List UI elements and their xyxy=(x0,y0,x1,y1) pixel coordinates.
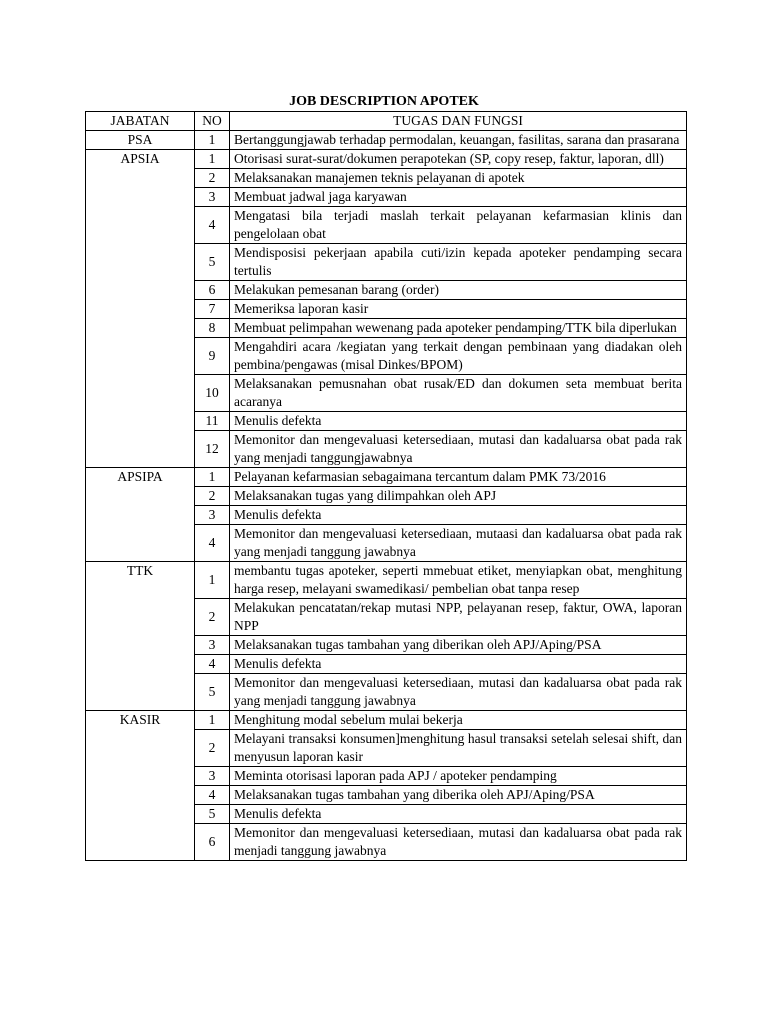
task-number-cell: 5 xyxy=(195,674,230,711)
task-number-cell: 4 xyxy=(195,655,230,674)
task-description-cell: Membuat jadwal jaga karyawan xyxy=(230,188,687,207)
task-description-cell: Mengahdiri acara /kegiatan yang terkait dengan pembinaan yang diadakan oleh pembina/pengawas (misal Dinkes/BPOM) xyxy=(230,338,687,375)
table-row xyxy=(86,131,687,150)
task-number-cell: 3 xyxy=(195,636,230,655)
task-number-cell: 6 xyxy=(195,281,230,300)
task-number-cell: 3 xyxy=(195,506,230,525)
task-description-cell: Melaksanakan tugas tambahan yang diberika oleh APJ/Aping/PSA xyxy=(230,786,687,805)
table-header-row xyxy=(86,112,687,131)
task-number-cell: 1 xyxy=(195,468,230,487)
job-description-table xyxy=(85,111,687,861)
task-description-cell: Melaksanakan manajemen teknis pelayanan di apotek xyxy=(230,169,687,188)
task-description-cell: Pelayanan kefarmasian sebagaimana tercantum dalam PMK 73/2016 xyxy=(230,468,687,487)
table-body xyxy=(86,131,687,861)
task-number-cell: 12 xyxy=(195,431,230,468)
task-description-cell: Memonitor dan mengevaluasi ketersediaan, mutasi dan kadaluarsa obat pada rak yang menjadi tanggung jawabnya xyxy=(230,674,687,711)
task-number-cell: 8 xyxy=(195,319,230,338)
role-cell: PSA xyxy=(86,131,195,150)
task-number-cell: 3 xyxy=(195,767,230,786)
task-number-cell: 7 xyxy=(195,300,230,319)
table-row xyxy=(86,468,687,487)
task-number-cell: 6 xyxy=(195,824,230,861)
task-number-cell: 1 xyxy=(195,711,230,730)
task-description-cell: Melakukan pencatatan/rekap mutasi NPP, pelayanan resep, faktur, OWA, laporan NPP xyxy=(230,599,687,636)
task-number-cell: 4 xyxy=(195,786,230,805)
task-description-cell: Meminta otorisasi laporan pada APJ / apoteker pendamping xyxy=(230,767,687,786)
task-description-cell: Memonitor dan mengevaluasi ketersediaan, mutasi dan kadaluarsa obat pada rak yang menjadi tanggungjawabnya xyxy=(230,431,687,468)
task-number-cell: 11 xyxy=(195,412,230,431)
task-description-cell: Menulis defekta xyxy=(230,655,687,674)
task-number-cell: 9 xyxy=(195,338,230,375)
task-description-cell: Melaksanakan tugas tambahan yang diberikan oleh APJ/Aping/PSA xyxy=(230,636,687,655)
header-no: NO xyxy=(195,112,230,131)
task-number-cell: 5 xyxy=(195,805,230,824)
task-number-cell: 2 xyxy=(195,169,230,188)
task-number-cell: 4 xyxy=(195,207,230,244)
task-description-cell: membantu tugas apoteker, seperti mmebuat etiket, menyiapkan obat, menghitung harga resep, melayani swamedikasi/ pembelian obat tanpa resep xyxy=(230,562,687,599)
task-description-cell: Otorisasi surat-surat/dokumen perapotekan (SP, copy resep, faktur, laporan, dll) xyxy=(230,150,687,169)
table-row xyxy=(86,711,687,730)
task-number-cell: 2 xyxy=(195,730,230,767)
role-cell: APSIA xyxy=(86,150,195,468)
task-description-cell: Memonitor dan mengevaluasi ketersediaan, mutaasi dan kadaluarsa obat pada rak yang menjadi tanggung jawabnya xyxy=(230,525,687,562)
role-cell: KASIR xyxy=(86,711,195,861)
task-description-cell: Menghitung modal sebelum mulai bekerja xyxy=(230,711,687,730)
task-description-cell: Menulis defekta xyxy=(230,506,687,525)
task-number-cell: 1 xyxy=(195,131,230,150)
task-number-cell: 5 xyxy=(195,244,230,281)
task-description-cell: Bertanggungjawab terhadap permodalan, keuangan, fasilitas, sarana dan prasarana xyxy=(230,131,687,150)
table-row xyxy=(86,562,687,599)
page-title: JOB DESCRIPTION APOTEK xyxy=(289,94,479,109)
role-cell: APSIPA xyxy=(86,468,195,562)
task-number-cell: 2 xyxy=(195,599,230,636)
table-row xyxy=(86,150,687,169)
task-description-cell: Melayani transaksi konsumen]menghitung hasul transaksi setelah selesai shift, dan menyusun laporan kasir xyxy=(230,730,687,767)
task-description-cell: Mendisposisi pekerjaan apabila cuti/izin kepada apoteker pendamping secara tertulis xyxy=(230,244,687,281)
task-description-cell: Mengatasi bila terjadi maslah terkait pelayanan kefarmasian klinis dan pengelolaan obat xyxy=(230,207,687,244)
task-number-cell: 1 xyxy=(195,562,230,599)
task-description-cell: Melaksanakan tugas yang dilimpahkan oleh APJ xyxy=(230,487,687,506)
task-description-cell: Memeriksa laporan kasir xyxy=(230,300,687,319)
task-description-cell: Menulis defekta xyxy=(230,805,687,824)
role-cell: TTK xyxy=(86,562,195,711)
header-tugas-dan-fungsi: TUGAS DAN FUNGSI xyxy=(230,112,687,131)
task-number-cell: 1 xyxy=(195,150,230,169)
task-number-cell: 4 xyxy=(195,525,230,562)
task-description-cell: Memonitor dan mengevaluasi ketersediaan, mutasi dan kadaluarsa obat pada rak menjadi tanggung jawabnya xyxy=(230,824,687,861)
task-number-cell: 2 xyxy=(195,487,230,506)
task-description-cell: Melakukan pemesanan barang (order) xyxy=(230,281,687,300)
task-description-cell: Membuat pelimpahan wewenang pada apoteker pendamping/TTK bila diperlukan xyxy=(230,319,687,338)
task-description-cell: Melaksanakan pemusnahan obat rusak/ED dan dokumen seta membuat berita acaranya xyxy=(230,375,687,412)
task-description-cell: Menulis defekta xyxy=(230,412,687,431)
header-jabatan: JABATAN xyxy=(86,112,195,131)
task-number-cell: 10 xyxy=(195,375,230,412)
task-number-cell: 3 xyxy=(195,188,230,207)
